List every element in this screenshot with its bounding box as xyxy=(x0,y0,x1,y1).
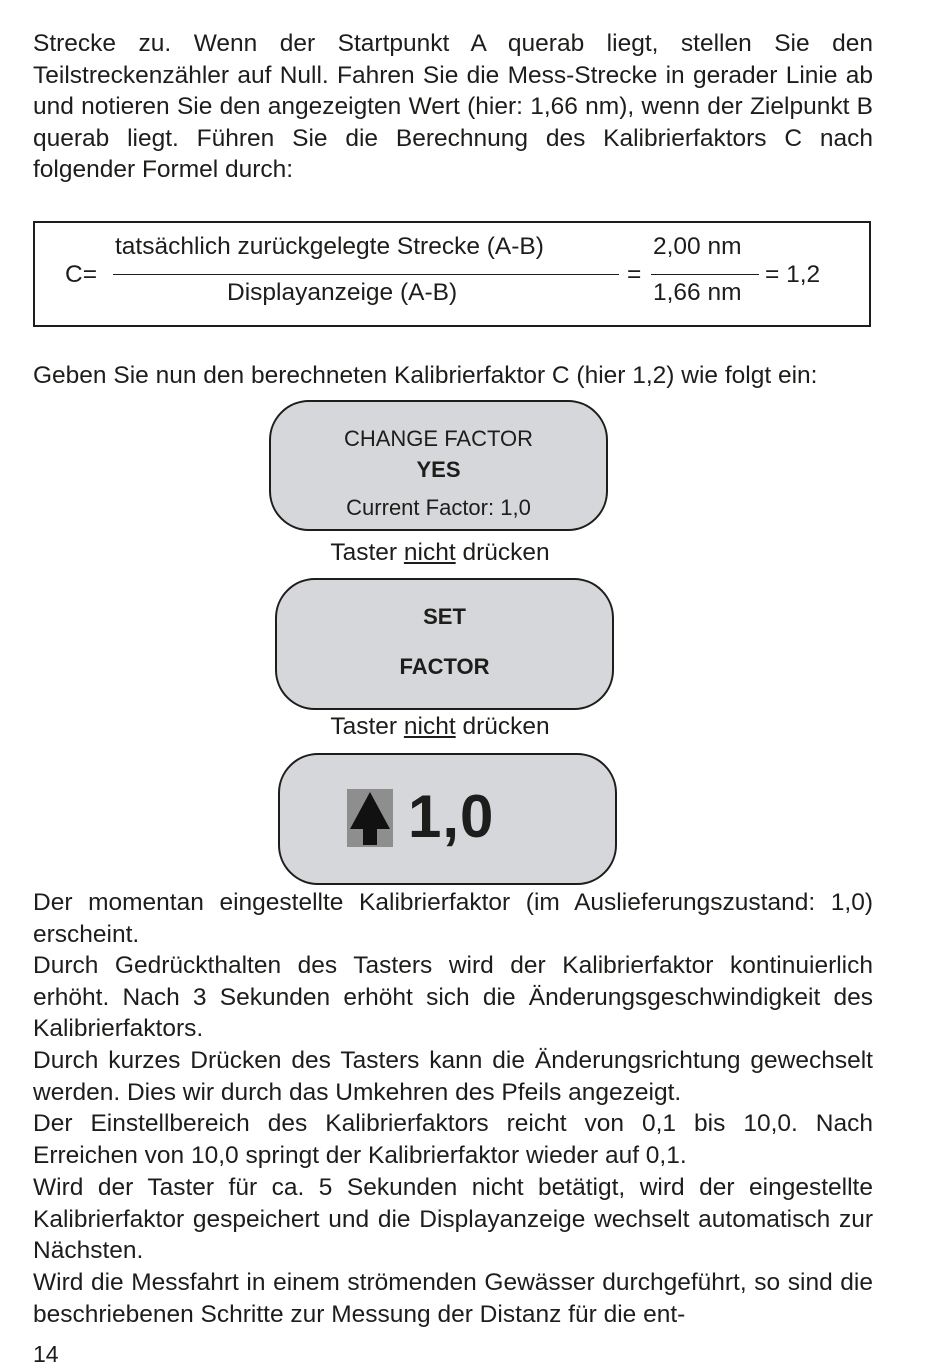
display-set-factor xyxy=(275,578,614,710)
body-paragraph-3: Durch kurzes Drücken des Tasters kann die Änderungsrichtung gewechselt werden. Dies wir durch das Umkehren des Pfeils angezeigt. xyxy=(33,1047,873,1106)
formula-denominator: Displayanzeige (A-B) xyxy=(227,279,458,306)
formula-value-numerator: 2,00 nm xyxy=(653,233,742,260)
factor-value: 1,0 xyxy=(408,783,495,850)
value-fraction-bar xyxy=(651,274,759,275)
display2-line1: SET xyxy=(423,604,466,629)
body-paragraph-4: Der Einstellbereich des Kalibrierfaktors reicht von 0,1 bis 10,0. Nach Erreichen von 10,0 springt der Kalibrierfaktor wieder auf 0,1. xyxy=(33,1110,873,1169)
formula-equals: = xyxy=(627,261,642,288)
body-paragraph-6: Wird die Messfahrt in einem strömenden Gewässer durchgeführt, so sind die beschriebenen Schritte zur Messung der Distanz für die ent- xyxy=(33,1269,873,1328)
display1-line3: Current Factor: 1,0 xyxy=(346,495,531,520)
page-number: 14 xyxy=(33,1341,59,1367)
body-paragraph-5: Wird der Taster für ca. 5 Sekunden nicht betätigt, wird der eingestellte Kalibrierfaktor gespeichert und die Displayanzeige wechselt automatisch zur Nächsten. xyxy=(33,1174,873,1265)
caption1-before: Taster xyxy=(330,539,404,566)
up-arrow-icon xyxy=(347,789,393,847)
caption-1 xyxy=(270,539,610,567)
formula-result: = 1,2 xyxy=(765,261,821,288)
caption2-before: Taster xyxy=(330,713,404,740)
display1-line1: CHANGE FACTOR xyxy=(343,426,534,451)
formula-value-denominator: 1,66 nm xyxy=(653,279,742,306)
formula-box xyxy=(33,221,871,327)
body-paragraph-1: Der momentan eingestellte Kalibrierfaktor (im Auslieferungszustand: 1,0) erscheint. xyxy=(33,889,873,948)
caption1-underlined: nicht xyxy=(403,539,456,566)
display2-line2: FACTOR xyxy=(399,654,490,679)
body-paragraph-2: Durch Gedrückthalten des Tasters wird der Kalibrierfaktor kontinuierlich erhöht. Nach 3 Sekunden erhöht sich die Änderungsgeschwindigkeit des Kalibrierfaktors. xyxy=(33,952,873,1043)
instruction-text: Geben Sie nun den berechneten Kalibrierfaktor C (hier 1,2) wie folgt ein: xyxy=(33,362,818,389)
display1-line2: YES xyxy=(416,457,461,482)
caption2-after: drücken xyxy=(455,713,550,740)
formula-lhs: C= xyxy=(65,261,98,288)
intro-paragraph: Strecke zu. Wenn der Startpunkt A querab liegt, stellen Sie den Teilstreckenzähler auf Null. Fahren Sie die Mess-Strecke in gerader Linie ab und notieren Sie den angezeigten Wert (hier: 1,66 nm), wenn der Zielpunkt B querab liegt. Führen Sie die Berechnung des Kalibrierfaktors C nach folgender Formel durch: xyxy=(33,30,873,184)
display-change-factor xyxy=(269,400,608,531)
caption2-underlined: nicht xyxy=(403,713,456,740)
fraction-bar xyxy=(113,274,619,275)
caption-2 xyxy=(270,713,610,741)
formula-numerator: tatsächlich zurückgelegte Strecke (A-B) xyxy=(115,233,544,260)
caption1-after: drücken xyxy=(455,539,550,566)
